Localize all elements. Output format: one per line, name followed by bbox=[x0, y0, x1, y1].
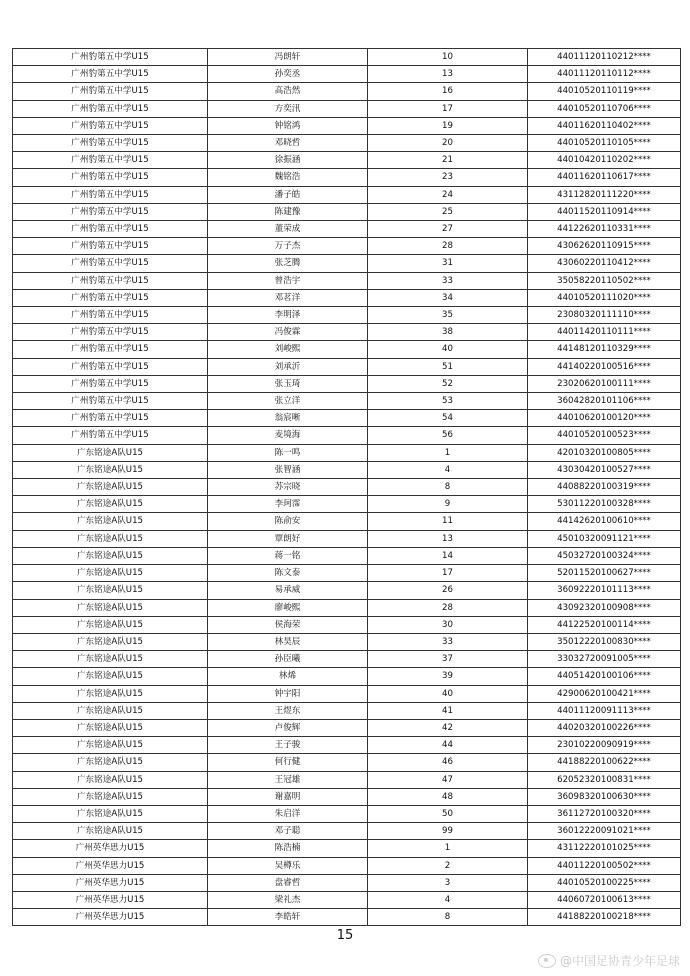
id-number-cell: 44148120110329**** bbox=[528, 341, 681, 358]
player-name-cell: 董荣成 bbox=[208, 221, 368, 238]
table-row bbox=[13, 358, 681, 375]
roster-table-body bbox=[13, 49, 681, 926]
team-cell: 广东铭途A队U15 bbox=[13, 599, 208, 616]
table-row bbox=[13, 169, 681, 186]
jersey-number-cell: 31 bbox=[368, 255, 528, 272]
table-row bbox=[13, 100, 681, 117]
player-name-cell: 邓子聪 bbox=[208, 823, 368, 840]
table-row bbox=[13, 341, 681, 358]
id-number-cell: 44010520110105**** bbox=[528, 135, 681, 152]
jersey-number-cell: 42 bbox=[368, 719, 528, 736]
team-cell: 广州豹第五中学U15 bbox=[13, 375, 208, 392]
team-cell: 广州豹第五中学U15 bbox=[13, 341, 208, 358]
team-cell: 广东铭途A队U15 bbox=[13, 633, 208, 650]
jersey-number-cell: 8 bbox=[368, 909, 528, 926]
id-number-cell: 44188220100622**** bbox=[528, 754, 681, 771]
jersey-number-cell: 19 bbox=[368, 117, 528, 134]
team-cell: 广东铭途A队U15 bbox=[13, 702, 208, 719]
jersey-number-cell: 23 bbox=[368, 169, 528, 186]
player-name-cell: 谢嘉明 bbox=[208, 788, 368, 805]
jersey-number-cell: 2 bbox=[368, 857, 528, 874]
team-cell: 广东铭途A队U15 bbox=[13, 530, 208, 547]
player-name-cell: 潘子皓 bbox=[208, 186, 368, 203]
jersey-number-cell: 11 bbox=[368, 513, 528, 530]
table-row bbox=[13, 496, 681, 513]
id-number-cell: 53011220100328**** bbox=[528, 496, 681, 513]
id-number-cell: 43112220101025**** bbox=[528, 840, 681, 857]
team-cell: 广州豹第五中学U15 bbox=[13, 117, 208, 134]
player-name-cell: 盘睿哲 bbox=[208, 874, 368, 891]
player-name-cell: 高浩然 bbox=[208, 83, 368, 100]
id-number-cell: 44010620100120**** bbox=[528, 410, 681, 427]
id-number-cell: 45032720100324**** bbox=[528, 547, 681, 564]
id-number-cell: 44088220100319**** bbox=[528, 479, 681, 496]
player-name-cell: 魏铭浩 bbox=[208, 169, 368, 186]
team-cell: 广州豹第五中学U15 bbox=[13, 358, 208, 375]
jersey-number-cell: 4 bbox=[368, 891, 528, 908]
id-number-cell: 44020320100226**** bbox=[528, 719, 681, 736]
player-name-cell: 张芝腾 bbox=[208, 255, 368, 272]
player-name-cell: 朱启洋 bbox=[208, 805, 368, 822]
table-row bbox=[13, 238, 681, 255]
jersey-number-cell: 30 bbox=[368, 616, 528, 633]
id-number-cell: 36092220101113**** bbox=[528, 582, 681, 599]
id-number-cell: 62052320100831**** bbox=[528, 771, 681, 788]
watermark-text: @中国足协青少年足球 bbox=[559, 954, 680, 968]
player-name-cell: 李珂霈 bbox=[208, 496, 368, 513]
team-cell: 广州豹第五中学U15 bbox=[13, 289, 208, 306]
team-cell: 广州豹第五中学U15 bbox=[13, 203, 208, 220]
table-row bbox=[13, 444, 681, 461]
table-row bbox=[13, 599, 681, 616]
player-name-cell: 蒋一铭 bbox=[208, 547, 368, 564]
player-name-cell: 陈俞安 bbox=[208, 513, 368, 530]
player-name-cell: 陈建豫 bbox=[208, 203, 368, 220]
player-name-cell: 张立洋 bbox=[208, 393, 368, 410]
jersey-number-cell: 1 bbox=[368, 444, 528, 461]
jersey-number-cell: 28 bbox=[368, 599, 528, 616]
id-number-cell: 36012220091021**** bbox=[528, 823, 681, 840]
id-number-cell: 36098320100630**** bbox=[528, 788, 681, 805]
player-name-cell: 王冠雄 bbox=[208, 771, 368, 788]
table-row bbox=[13, 530, 681, 547]
team-cell: 广东铭途A队U15 bbox=[13, 737, 208, 754]
team-cell: 广东铭途A队U15 bbox=[13, 582, 208, 599]
team-cell: 广州豹第五中学U15 bbox=[13, 427, 208, 444]
team-cell: 广州英华思力U15 bbox=[13, 891, 208, 908]
jersey-number-cell: 34 bbox=[368, 289, 528, 306]
table-row bbox=[13, 152, 681, 169]
id-number-cell: 23010220090919**** bbox=[528, 737, 681, 754]
roster-table bbox=[12, 48, 681, 926]
player-name-cell: 陈浩楠 bbox=[208, 840, 368, 857]
jersey-number-cell: 10 bbox=[368, 49, 528, 66]
player-name-cell: 麦境海 bbox=[208, 427, 368, 444]
team-cell: 广州豹第五中学U15 bbox=[13, 169, 208, 186]
team-cell: 广州豹第五中学U15 bbox=[13, 393, 208, 410]
jersey-number-cell: 27 bbox=[368, 221, 528, 238]
player-name-cell: 陈文泰 bbox=[208, 565, 368, 582]
id-number-cell: 44010520100225**** bbox=[528, 874, 681, 891]
id-number-cell: 44010520111020**** bbox=[528, 289, 681, 306]
table-row bbox=[13, 909, 681, 926]
player-name-cell: 钟铭鸿 bbox=[208, 117, 368, 134]
table-row bbox=[13, 49, 681, 66]
page-number: 15 bbox=[336, 928, 354, 943]
table-row bbox=[13, 582, 681, 599]
id-number-cell: 44010520100523**** bbox=[528, 427, 681, 444]
id-number-cell: 44060720100613**** bbox=[528, 891, 681, 908]
player-name-cell: 钟宇阳 bbox=[208, 685, 368, 702]
table-row bbox=[13, 66, 681, 83]
player-name-cell: 曾浩宇 bbox=[208, 272, 368, 289]
roster-table-container bbox=[12, 48, 680, 926]
id-number-cell: 43062620110915**** bbox=[528, 238, 681, 255]
id-number-cell: 44011120091113**** bbox=[528, 702, 681, 719]
team-cell: 广州豹第五中学U15 bbox=[13, 272, 208, 289]
id-number-cell: 43030420100527**** bbox=[528, 461, 681, 478]
table-row bbox=[13, 823, 681, 840]
team-cell: 广东铭途A队U15 bbox=[13, 771, 208, 788]
team-cell: 广东铭途A队U15 bbox=[13, 479, 208, 496]
player-name-cell: 何行健 bbox=[208, 754, 368, 771]
jersey-number-cell: 24 bbox=[368, 186, 528, 203]
player-name-cell: 邓晓哲 bbox=[208, 135, 368, 152]
id-number-cell: 44011120110212**** bbox=[528, 49, 681, 66]
table-row bbox=[13, 289, 681, 306]
player-name-cell: 邓茗洋 bbox=[208, 289, 368, 306]
team-cell: 广东铭途A队U15 bbox=[13, 805, 208, 822]
jersey-number-cell: 44 bbox=[368, 737, 528, 754]
player-name-cell: 张玉琦 bbox=[208, 375, 368, 392]
id-number-cell: 36112720100320**** bbox=[528, 805, 681, 822]
table-row bbox=[13, 754, 681, 771]
team-cell: 广东铭途A队U15 bbox=[13, 788, 208, 805]
player-name-cell: 林昊辰 bbox=[208, 633, 368, 650]
team-cell: 广东铭途A队U15 bbox=[13, 668, 208, 685]
id-number-cell: 44011620110402**** bbox=[528, 117, 681, 134]
player-name-cell: 梁礼杰 bbox=[208, 891, 368, 908]
jersey-number-cell: 16 bbox=[368, 83, 528, 100]
table-row bbox=[13, 891, 681, 908]
jersey-number-cell: 47 bbox=[368, 771, 528, 788]
team-cell: 广东铭途A队U15 bbox=[13, 547, 208, 564]
team-cell: 广州豹第五中学U15 bbox=[13, 221, 208, 238]
team-cell: 广州豹第五中学U15 bbox=[13, 307, 208, 324]
team-cell: 广州英华思力U15 bbox=[13, 874, 208, 891]
jersey-number-cell: 48 bbox=[368, 788, 528, 805]
jersey-number-cell: 26 bbox=[368, 582, 528, 599]
id-number-cell: 44011120110112**** bbox=[528, 66, 681, 83]
player-name-cell: 翁宸晰 bbox=[208, 410, 368, 427]
id-number-cell: 36042820101106**** bbox=[528, 393, 681, 410]
table-row bbox=[13, 272, 681, 289]
player-name-cell: 易承威 bbox=[208, 582, 368, 599]
id-number-cell: 44011420110111**** bbox=[528, 324, 681, 341]
table-row bbox=[13, 83, 681, 100]
team-cell: 广州豹第五中学U15 bbox=[13, 100, 208, 117]
jersey-number-cell: 53 bbox=[368, 393, 528, 410]
jersey-number-cell: 9 bbox=[368, 496, 528, 513]
jersey-number-cell: 56 bbox=[368, 427, 528, 444]
jersey-number-cell: 41 bbox=[368, 702, 528, 719]
jersey-number-cell: 21 bbox=[368, 152, 528, 169]
player-name-cell: 覃朗好 bbox=[208, 530, 368, 547]
team-cell: 广东铭途A队U15 bbox=[13, 496, 208, 513]
table-row bbox=[13, 788, 681, 805]
table-row bbox=[13, 135, 681, 152]
player-name-cell: 刘承沂 bbox=[208, 358, 368, 375]
player-name-cell: 张智涵 bbox=[208, 461, 368, 478]
jersey-number-cell: 54 bbox=[368, 410, 528, 427]
jersey-number-cell: 46 bbox=[368, 754, 528, 771]
team-cell: 广州豹第五中学U15 bbox=[13, 238, 208, 255]
table-row bbox=[13, 771, 681, 788]
player-name-cell: 侯海荣 bbox=[208, 616, 368, 633]
team-cell: 广东铭途A队U15 bbox=[13, 461, 208, 478]
player-name-cell: 方奕汛 bbox=[208, 100, 368, 117]
jersey-number-cell: 25 bbox=[368, 203, 528, 220]
player-name-cell: 徐振涵 bbox=[208, 152, 368, 169]
player-name-cell: 王煜东 bbox=[208, 702, 368, 719]
player-name-cell: 李皓轩 bbox=[208, 909, 368, 926]
id-number-cell: 33032720091005**** bbox=[528, 651, 681, 668]
table-row bbox=[13, 719, 681, 736]
player-name-cell: 刘峻熙 bbox=[208, 341, 368, 358]
id-number-cell: 45010320091121**** bbox=[528, 530, 681, 547]
table-row bbox=[13, 255, 681, 272]
jersey-number-cell: 40 bbox=[368, 685, 528, 702]
player-name-cell: 林烯 bbox=[208, 668, 368, 685]
team-cell: 广东铭途A队U15 bbox=[13, 754, 208, 771]
table-row bbox=[13, 117, 681, 134]
jersey-number-cell: 39 bbox=[368, 668, 528, 685]
table-row bbox=[13, 461, 681, 478]
id-number-cell: 23080320111110**** bbox=[528, 307, 681, 324]
weibo-icon bbox=[538, 954, 556, 968]
jersey-number-cell: 33 bbox=[368, 633, 528, 650]
player-name-cell: 孙奕丞 bbox=[208, 66, 368, 83]
table-row bbox=[13, 737, 681, 754]
jersey-number-cell: 17 bbox=[368, 100, 528, 117]
jersey-number-cell: 20 bbox=[368, 135, 528, 152]
player-name-cell: 廖峻熙 bbox=[208, 599, 368, 616]
jersey-number-cell: 14 bbox=[368, 547, 528, 564]
id-number-cell: 44122620110331**** bbox=[528, 221, 681, 238]
table-row bbox=[13, 393, 681, 410]
player-name-cell: 孙臣曦 bbox=[208, 651, 368, 668]
table-row bbox=[13, 857, 681, 874]
table-row bbox=[13, 513, 681, 530]
jersey-number-cell: 13 bbox=[368, 66, 528, 83]
id-number-cell: 52011520100627**** bbox=[528, 565, 681, 582]
weibo-watermark bbox=[538, 952, 680, 969]
team-cell: 广州英华思力U15 bbox=[13, 840, 208, 857]
table-row bbox=[13, 479, 681, 496]
table-row bbox=[13, 685, 681, 702]
player-name-cell: 苏宗晓 bbox=[208, 479, 368, 496]
id-number-cell: 43112820111220**** bbox=[528, 186, 681, 203]
player-name-cell: 吴樽乐 bbox=[208, 857, 368, 874]
jersey-number-cell: 35 bbox=[368, 307, 528, 324]
jersey-number-cell: 51 bbox=[368, 358, 528, 375]
player-name-cell: 陈一鸣 bbox=[208, 444, 368, 461]
jersey-number-cell: 3 bbox=[368, 874, 528, 891]
jersey-number-cell: 38 bbox=[368, 324, 528, 341]
jersey-number-cell: 40 bbox=[368, 341, 528, 358]
table-row bbox=[13, 324, 681, 341]
id-number-cell: 44011220100502**** bbox=[528, 857, 681, 874]
player-name-cell: 冯朗轩 bbox=[208, 49, 368, 66]
team-cell: 广州豹第五中学U15 bbox=[13, 255, 208, 272]
team-cell: 广州豹第五中学U15 bbox=[13, 83, 208, 100]
table-row bbox=[13, 840, 681, 857]
id-number-cell: 44010520110119**** bbox=[528, 83, 681, 100]
team-cell: 广东铭途A队U15 bbox=[13, 444, 208, 461]
table-row bbox=[13, 702, 681, 719]
team-cell: 广东铭途A队U15 bbox=[13, 651, 208, 668]
table-row bbox=[13, 186, 681, 203]
team-cell: 广州豹第五中学U15 bbox=[13, 49, 208, 66]
team-cell: 广东铭途A队U15 bbox=[13, 823, 208, 840]
team-cell: 广东铭途A队U15 bbox=[13, 719, 208, 736]
table-row bbox=[13, 874, 681, 891]
id-number-cell: 42900620100421**** bbox=[528, 685, 681, 702]
jersey-number-cell: 28 bbox=[368, 238, 528, 255]
table-row bbox=[13, 805, 681, 822]
id-number-cell: 44140220100516**** bbox=[528, 358, 681, 375]
table-row bbox=[13, 203, 681, 220]
id-number-cell: 44010420110202**** bbox=[528, 152, 681, 169]
jersey-number-cell: 4 bbox=[368, 461, 528, 478]
table-row bbox=[13, 668, 681, 685]
id-number-cell: 35058220110502**** bbox=[528, 272, 681, 289]
table-row bbox=[13, 427, 681, 444]
id-number-cell: 42010320100805**** bbox=[528, 444, 681, 461]
table-row bbox=[13, 616, 681, 633]
id-number-cell: 44188220100218**** bbox=[528, 909, 681, 926]
id-number-cell: 44122520100114**** bbox=[528, 616, 681, 633]
team-cell: 广州豹第五中学U15 bbox=[13, 152, 208, 169]
team-cell: 广东铭途A队U15 bbox=[13, 616, 208, 633]
id-number-cell: 44011520110914**** bbox=[528, 203, 681, 220]
team-cell: 广州豹第五中学U15 bbox=[13, 135, 208, 152]
id-number-cell: 44051420100106**** bbox=[528, 668, 681, 685]
jersey-number-cell: 50 bbox=[368, 805, 528, 822]
jersey-number-cell: 1 bbox=[368, 840, 528, 857]
team-cell: 广州豹第五中学U15 bbox=[13, 324, 208, 341]
player-name-cell: 冯俊霖 bbox=[208, 324, 368, 341]
team-cell: 广州英华思力U15 bbox=[13, 857, 208, 874]
table-row bbox=[13, 410, 681, 427]
table-row bbox=[13, 375, 681, 392]
team-cell: 广东铭途A队U15 bbox=[13, 513, 208, 530]
table-row bbox=[13, 221, 681, 238]
team-cell: 广州豹第五中学U15 bbox=[13, 186, 208, 203]
jersey-number-cell: 99 bbox=[368, 823, 528, 840]
id-number-cell: 43092320100908**** bbox=[528, 599, 681, 616]
table-row bbox=[13, 565, 681, 582]
player-name-cell: 李明泽 bbox=[208, 307, 368, 324]
table-row bbox=[13, 651, 681, 668]
player-name-cell: 卢俊辉 bbox=[208, 719, 368, 736]
jersey-number-cell: 8 bbox=[368, 479, 528, 496]
table-row bbox=[13, 307, 681, 324]
jersey-number-cell: 13 bbox=[368, 530, 528, 547]
jersey-number-cell: 17 bbox=[368, 565, 528, 582]
jersey-number-cell: 33 bbox=[368, 272, 528, 289]
id-number-cell: 44010520110706**** bbox=[528, 100, 681, 117]
id-number-cell: 23020620100111**** bbox=[528, 375, 681, 392]
team-cell: 广东铭途A队U15 bbox=[13, 565, 208, 582]
id-number-cell: 44011620110617**** bbox=[528, 169, 681, 186]
id-number-cell: 35012220100830**** bbox=[528, 633, 681, 650]
id-number-cell: 43060220110412**** bbox=[528, 255, 681, 272]
team-cell: 广州豹第五中学U15 bbox=[13, 66, 208, 83]
jersey-number-cell: 37 bbox=[368, 651, 528, 668]
id-number-cell: 44142620100610**** bbox=[528, 513, 681, 530]
team-cell: 广州豹第五中学U15 bbox=[13, 410, 208, 427]
player-name-cell: 王子骏 bbox=[208, 737, 368, 754]
table-row bbox=[13, 547, 681, 564]
team-cell: 广东铭途A队U15 bbox=[13, 685, 208, 702]
table-row bbox=[13, 633, 681, 650]
team-cell: 广州英华思力U15 bbox=[13, 909, 208, 926]
player-name-cell: 万子杰 bbox=[208, 238, 368, 255]
jersey-number-cell: 52 bbox=[368, 375, 528, 392]
